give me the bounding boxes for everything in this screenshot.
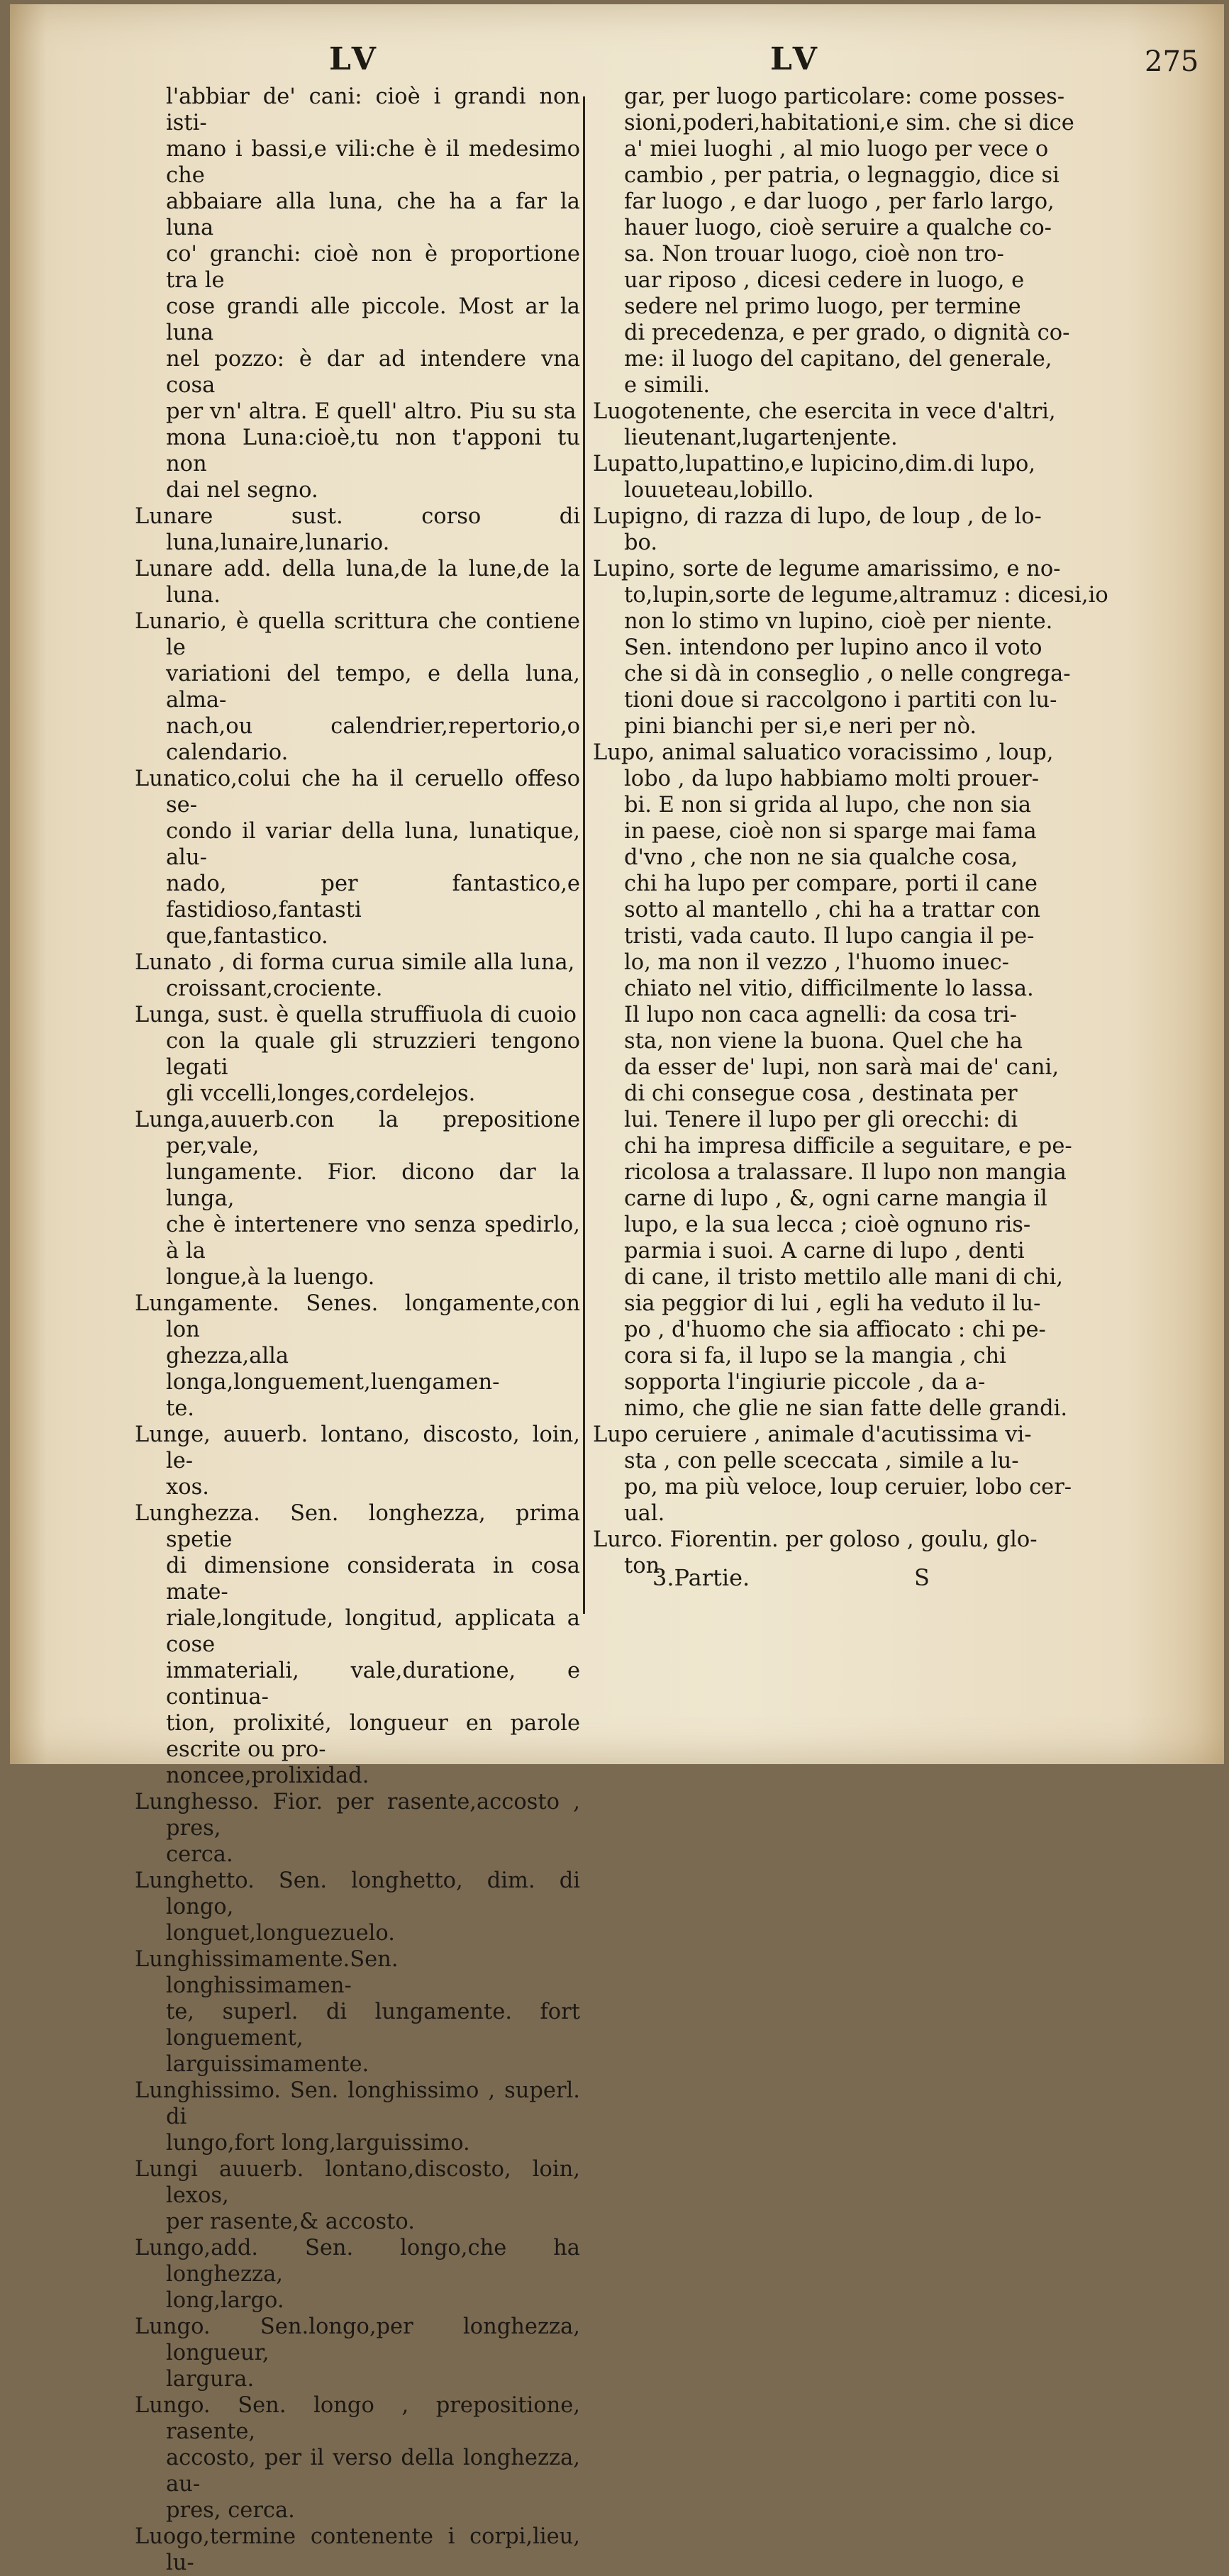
dictionary-entry: Lungi auuerb. lontano,discosto, loin, lexos, per rasente,& accosto.: [135, 2157, 580, 2234]
dictionary-entry: Lunare add. della luna,de la lune,de la luna.: [135, 557, 580, 608]
dictionary-entry: Lunghissimo. Sen. longhissimo , superl. di lungo,fort long,larguissimo.: [135, 2078, 580, 2156]
dictionary-entry: Lunghezza. Sen. longhezza, prima spetie di dimensione considerata in cosa mate- riale,longitude, longitud, applicata a cose immateriali, vale,duratione, e continua- tion, prolixité, longueur en parole escrite ou pro- noncee,prolixidad.: [135, 1501, 580, 1788]
dictionary-entry: Lupigno, di razza di lupo, de loup , de lo- bo.: [593, 504, 1042, 555]
right-column: [593, 84, 1166, 1579]
signature-mark: 3.Partie.: [652, 1564, 750, 1591]
dictionary-entry: Lungo. Sen.longo,per longhezza, longueur, largura.: [135, 2314, 580, 2392]
dictionary-entry: Lungo,add. Sen. longo,che ha longhezza, long,largo.: [135, 2236, 580, 2313]
dictionary-entry: Lunghetto. Sen. longhetto, dim. di longo, longuet,longuezuelo.: [135, 1868, 580, 1946]
dictionary-entry: Lurco. Fiorentin. per goloso , goulu, glo- ton.: [593, 1527, 1038, 1578]
dictionary-entry: Lunga,auuerb.con la prepositione per,vale, lungamente. Fior. dicono dar la lunga, che è intertenere vno senza spedirlo, à la longue,à la luengo.: [135, 1108, 580, 1290]
dictionary-entry: Lunato , di forma curua simile alla luna, croissant,crociente.: [135, 950, 575, 1001]
catchword: S: [914, 1564, 930, 1591]
dictionary-entry: Luogotenente, che esercita in vece d'altri, lieutenant,lugartenjente.: [593, 399, 1056, 450]
dictionary-entry: Lungamente. Senes. longamente,con lon ghezza,alla longa,longuement,luengamen- te.: [135, 1291, 580, 1421]
dictionary-entry: Lunge, auuerb. lontano, discosto, loin, le- xos.: [135, 1422, 580, 1500]
dictionary-entry: Lupo, animal saluatico voracissimo , loup, lobo , da lupo habbiamo molti prouer- bi. E non si grida al lupo, che non sia in paese, cioè non si sparge mai fama d'vno , che non ne sia qualche cosa, chi ha lupo per compare, porti il cane sotto al mantello , chi ha a trattar con tristi, vada cauto. Il lupo cangia il pe- lo, ma non il vezzo , l'huomo inuec- chiato nel vitio, difficilmente lo lassa. Il lupo non caca agnelli: da cosa tri- sta, non viene la buona. Quel che ha da esser de' lupi, non sarà mai de' cani, di chi consegue cosa , destinata per lui. Tenere il lupo per gli orecchi: di chi ha impresa difficile a seguitare, e pe- ricolosa a tralassare. Il lupo non mangia carne di lupo , &, ogni carne mangia il lupo, e la sua lecca ; cioè ognuno ris- parmia i suoi. A carne di lupo , denti di cane, il tristo mettilo alle mani di chi, sia peggior di lui , egli ha veduto il lu- po , d'huomo che sia affiocato : chi pe- cora si fa, il lupo se la mangia , chi sopporta l'ingiurie piccole , da a- nimo, che glie ne sian fatte delle grandi.: [593, 740, 1072, 1421]
page-number: 275: [1145, 45, 1199, 78]
dictionary-entry: Lunatico,colui che ha il ceruello offeso se- condo il variar della luna, lunatique, alu- nado, per fantastico,e fastidioso,fantasti que,fantastico.: [135, 766, 580, 949]
dictionary-entry: Lunga, sust. è quella struffiuola di cuoio con la quale gli struzzieri tengono legati gli vccelli,longes,cordelejos.: [135, 1003, 580, 1106]
dictionary-entry: Lupino, sorte de legume amarissimo, e no- to,lupin,sorte de legume,altramuz : dicesi,io non lo stimo vn lupino, cioè per niente. Sen. intendono per lupino anco il voto che si dà in conseglio , o nelle congrega- tioni doue si raccolgono i partiti con lu- pini bianchi per si,e neri per nò.: [593, 557, 1108, 739]
entry-continuation: gar, per luogo particolare: come posses- sioni,poderi,habitationi,e sim. che si dice a' miei luoghi , al mio luogo per vece o cambio , per patria, o legnaggio, dice si far luogo , e dar luogo , per farlo largo, hauer luogo, cioè seruire a qualche co- sa. Non trouar luogo, cioè non tro- uar riposo , dicesi cedere in luogo, e sedere nel primo luogo, per termine di precedenza, e per grado, o dignità co- me: il luogo del capitano, del generale, e simili.: [624, 84, 1074, 398]
dictionary-entry: Lupo ceruiere , animale d'acutissima vi- sta , con pelle sceccata , simile a lu- po, ma più veloce, loup ceruier, lobo cer- ual.: [593, 1422, 1072, 1526]
dictionary-entry: Lunare sust. corso di luna,lunaire,lunario.: [135, 504, 580, 555]
dictionary-entry: Lunghissimamente.Sen. longhissimamen- te, superl. di lungamente. fort longuement, larguissimamente.: [135, 1947, 580, 2077]
column-divider: [583, 96, 585, 1614]
dictionary-entry: Lupatto,lupattino,e lupicino,dim.di lupo, louueteau,lobillo.: [593, 452, 1036, 503]
dictionary-entry: Luogo,termine contenente i corpi,lieu, lu-: [135, 2524, 580, 2575]
dictionary-entry: Lunghesso. Fior. per rasente,accosto , pres, cerca.: [135, 1790, 580, 1867]
entry-continuation: l'abbiar de' cani: cioè i grandi non isti- mano i bassi,e vili:che è il medesimo che abbaiare alla luna, che ha a far la luna co' granchi: cioè non è proportione tra le cose grandi alle piccole. Most ar la luna nel pozzo: è dar ad intendere vna cosa per vn' altra. E quell' altro. Piu su sta mona Luna:cioè,tu non t'apponi tu non dai nel segno.: [166, 84, 580, 503]
dictionary-entry: Lungo. Sen. longo , prepositione, rasente, accosto, per il verso della longhezza, au- pres, cerca.: [135, 2393, 580, 2523]
running-head-left: LV: [329, 41, 380, 77]
running-head-right: LV: [770, 41, 821, 77]
dictionary-entry: Lunario, è quella scrittura che contiene le variationi del tempo, e della luna, alma- nach,ou calendrier,repertorio,o calendario.: [135, 609, 580, 765]
left-column: [135, 84, 580, 2576]
book-page: [10, 4, 1224, 2575]
